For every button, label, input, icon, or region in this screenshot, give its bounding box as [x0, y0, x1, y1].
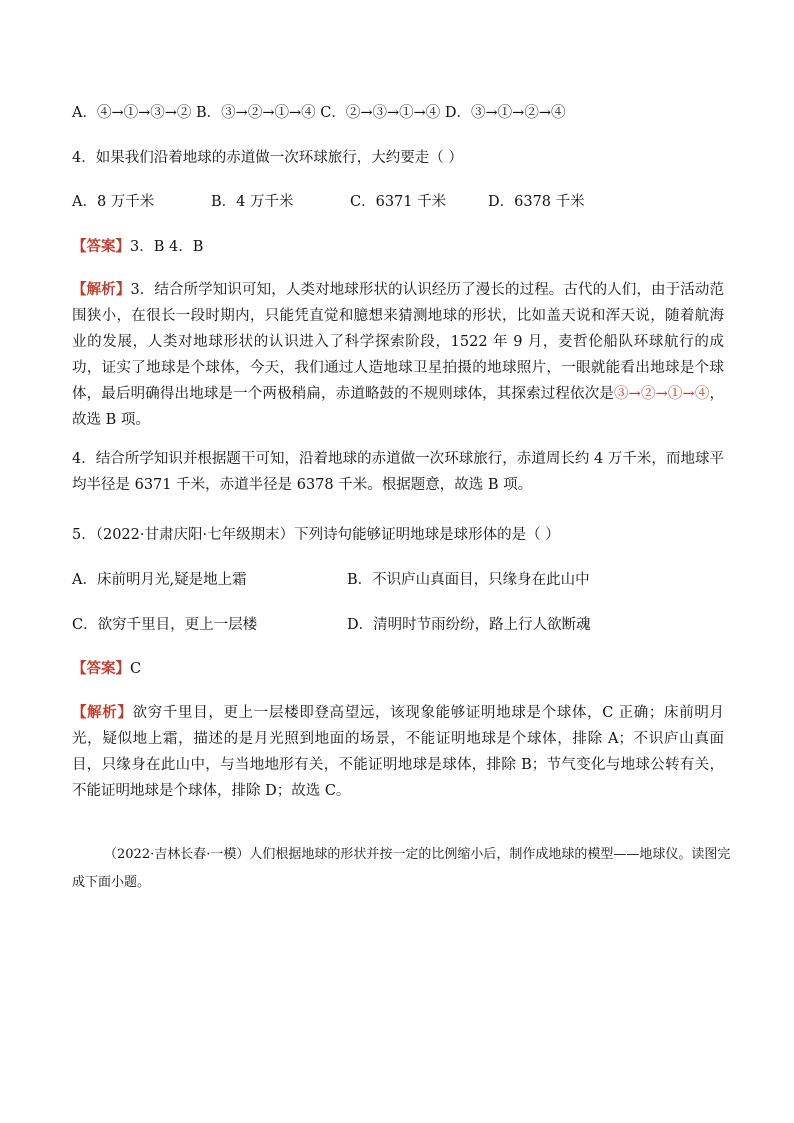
analysis-tag-5: 【解析】 — [72, 704, 133, 721]
q5-option-a: A．床前明月光,疑是地上霜 — [72, 572, 247, 588]
q4-stem: 4．如果我们沿着地球的赤道做一次环球旅行，大约要走（ ） — [72, 150, 463, 166]
q4-question — [72, 148, 463, 168]
analysis-3-sequence: ③→②→①→④ — [614, 386, 710, 402]
analysis-3 — [72, 277, 724, 433]
analysis-5-text: 欲穷千里目，更上一层楼即登高望远，该现象能够证明地球是个球体，C 正确；床前明月光，疑似地上霜，描述的是月光照到地面的场景，不能证明地球是个球体，排除 A；不识庐山真面目，只缘身在此山中，与当地地形有关，不能证明地球是球体，排除 B；节气变化与地球公转有关，不能证明地球是个球体，排除 D；故选 C。 — [72, 705, 725, 799]
q3-options — [72, 103, 565, 123]
next-group-intro — [72, 841, 732, 897]
next-group-intro-text: （2022·吉林长春·一模）人们根据地球的形状并按一定的比例缩小后，制作成地球的模型——地球仪。读图完成下面小题。 — [72, 847, 731, 890]
analysis-3-text-a: 3．结合所学知识可知，人类对地球形状的认识经历了漫长的过程。古代的人们，由于活动范围狭小，在很长一段时期内，只能凭直觉和臆想来猜测地球的形状，比如盖天说和浑天说，随着航海业的发展，人类对地球形状的认识进入了科学探索阶段，1522 年 9 月，麦哲伦船队环球航行的成功，证实了地球是个球体，今天，我们通过人造地球卫星拍摄的地球照片，一眼就能看出地球是个球体，最后明确得出地球是一个两极稍扁，赤道略鼓的不规则球体，其探索过程依次是 — [72, 282, 724, 402]
analysis-5 — [72, 700, 724, 804]
analysis-4 — [72, 446, 724, 498]
q4-option-a: A．8 万千米 — [72, 194, 155, 210]
answer-3-4-text: 3．B 4．B — [130, 239, 204, 255]
q5-stem: 5．（2022·甘肃庆阳·七年级期末）下列诗句能够证明地球是球形体的是（ ） — [72, 527, 560, 543]
q5-option-b: B．不识庐山真面目，只缘身在此山中 — [347, 572, 590, 588]
q5-option-c: C．欲穷千里目，更上一层楼 — [72, 617, 258, 633]
answer-3-4 — [72, 237, 203, 257]
analysis-tag: 【解析】 — [72, 281, 131, 298]
analysis-3-text-b: ，故选 B 项。 — [72, 386, 725, 428]
analysis-4-text: 4．结合所学知识并根据题干可知，沿着地球的赤道做一次环球旅行，赤道周长约 4 万千米，而地球平均半径是 6371 千米，赤道半径是 6378 千米。根据题意，故选 B 项。 — [72, 451, 724, 493]
answer-5-text: C — [130, 661, 142, 677]
q3-options-text: A．④→①→③→② B．③→②→①→④ C．②→③→①→④ D．③→①→②→④ — [72, 105, 566, 121]
q5-option-d: D．清明时节雨纷纷，路上行人欲断魂 — [347, 617, 591, 633]
q4-option-b: B．4 万千米 — [211, 194, 294, 210]
q4-option-c: C．6371 千米 — [350, 194, 447, 210]
answer-tag-5: 【答案】 — [72, 660, 130, 677]
answer-5 — [72, 659, 141, 679]
answer-tag: 【答案】 — [72, 238, 130, 255]
q5-question — [72, 525, 560, 545]
q4-option-d: D．6378 千米 — [488, 194, 585, 210]
